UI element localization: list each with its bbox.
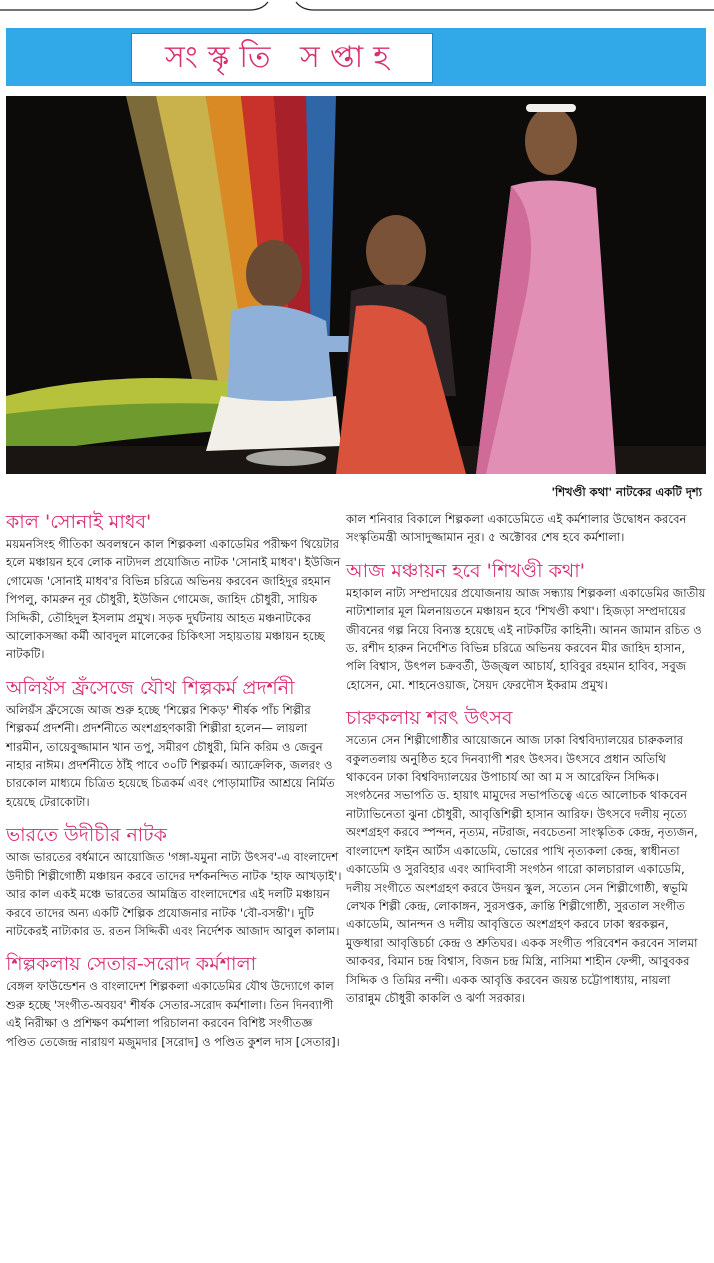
article-body: বেঙ্গল ফাউন্ডেশন ও বাংলাদেশ শিল্পকলা একাডেমির যৌথ উদ্যোগে কাল শুরু হচ্ছে 'সংগীত-অবয়ব' শীর্ষক সেতার-সরোদ কর্মশালা। তিন দিনব্যাপী এই নিরীক্ষা ও প্রশিক্ষণ কর্মশালা পরিচালনা করবেন বিশিষ্ট সংগীতজ্ঞ পণ্ডিত তেজেন্দ্র নারায়ণ মজুমদার [সরোদ] ও পণ্ডিত কুশল দাস [সেতার]। bbox=[6, 979, 340, 1049]
article-body: অলিয়ঁস ফ্রঁসেজে আজ শুরু হচ্ছে 'শিল্পের শিকড়' শীর্ষক পাঁচ শিল্পীর শিল্পকর্ম প্রদর্শনী। প্রদর্শনীতে অংশগ্রহণকারী শিল্পীরা হলেন— লায়লা শারমীন, তায়েবুজ্জামান খান তপু, সমীরণ চৌধুরী, মিনি করিম ও জেবুন নাহার নাঈম। প্রদর্শনীতে ঠাঁই পাবে ৩০টি শিল্পকর্ম। অ্যাক্রেলিক, জলরং ও চারকোল মাধ্যমে চিত্রিত হয়েছে চিত্রকর্ম এবং পোড়ামাটির আশ্রয়ে নির্মিত হয়েছে টেরাকোটা। bbox=[6, 702, 335, 809]
article-body: আজ ভারতের বর্ধমানে আয়োজিত 'গঙ্গা-যমুনা নাট্য উৎসব'-এ বাংলাদেশ উদীচী শিল্পীগোষ্ঠী মঞ্চায়ন করবে তাদের দর্শকনন্দিত নাটক 'হাফ আখড়াই'। আর কাল একই মঞ্চে ভারতের আমন্ত্রিত বাংলাদেশের এই দলটি মঞ্চায়ন করবে তাদের অন্য একটি শৈল্পিক প্রযোজনার নাটক 'বৌ-বসন্তী'। দুটি নাটকেরই নাট্যকার ড. রতন সিদ্দিকী এবং নির্দেশক আজাদ আবুল কালাম। bbox=[6, 850, 342, 938]
stage-photo bbox=[6, 96, 706, 474]
article-workshop-continued bbox=[346, 510, 706, 547]
article-sonai-madhab bbox=[6, 510, 342, 664]
article-alliance-exhibition bbox=[6, 676, 342, 811]
article-shikhandi-katha bbox=[346, 559, 706, 694]
article-body: মহাকাল নাট্য সম্প্রদায়ের প্রযোজনায় আজ সন্ধ্যায় শিল্পকলা একাডেমির জাতীয় নাট্যশালার মূল মিলনায়তনে মঞ্চায়ন হবে 'শিখণ্ডী কথা'। হিজড়া সম্প্রদায়ের জীবনের গল্প নিয়ে বিন্যস্ত হয়েছে এই নাটকটির কাহিনী। আনন জামান রচিত ও ড. রশীদ হারুন নির্দেশিত বিভিন্ন চরিত্রে অভিনয় করবেন মীর জাহিদ হাসান, পলি বিশ্বাস, উৎপল চক্রবর্তী, উজ্জ্বল আচার্য, হাবিবুর রহমান হাবিব, সবুজ হোসেন, মো. শাহনেওয়াজ, সৈয়দ ফেরদৌস ইকরাম প্রমুখ। bbox=[346, 585, 706, 692]
article-headline: চারুকলায় শরৎ উৎসব bbox=[346, 707, 513, 730]
section-title: সংস্কৃতি সপ্তাহ bbox=[131, 33, 433, 83]
article-headline: আজ মঞ্চায়ন হবে 'শিখণ্ডী কথা' bbox=[346, 559, 585, 582]
article-headline: শিল্পকলায় সেতার-সরোদ কর্মশালা bbox=[6, 953, 257, 976]
article-autumn-festival bbox=[346, 706, 706, 1007]
article-udichi-india bbox=[6, 823, 342, 940]
photo-caption: 'শিখণ্ডী কথা' নাটকের একটি দৃশ্য bbox=[551, 485, 702, 499]
article-headline: ভারতে উদীচীর নাটক bbox=[6, 824, 167, 847]
article-body: সত্যেন সেন শিল্পীগোষ্ঠীর আয়োজনে আজ ঢাকা বিশ্ববিদ্যালয়ের চারুকলার বকুলতলায় অনুষ্ঠিত হবে দিনব্যাপী শরৎ উৎসব। উৎসবে প্রধান অতিথি থাকবেন ঢাকা বিশ্ববিদ্যালয়ের উপাচার্য আ আ ম স আরেফিন সিদ্দিক। সংগঠনের সভাপতি ড. হায়াৎ মামুদের সভাপতিত্বে এতে আলোচক থাকবেন নাট্যাভিনেতা ঝুনা চৌধুরী, আবৃত্তিশিল্পী হাসান আরিফ। উৎসবে দলীয় নৃত্যে অংশগ্রহণ করবে স্পন্দন, নৃত্যম, নটরাজ, নবচেতনা সাংস্কৃতিক কেন্দ্র, নৃত্যজন, বাংলাদেশ ফাইন আর্টস একাডেমি, ভোরের পাখি নৃত্যকলা কেন্দ্র, স্বাধীনতা একাডেমি ও সুরবিহার এবং আদিবাসী সংগঠন গারো কালচারাল একাডেমি, দলীয় সংগীতে অংশগ্রহণ করবে উদয়ন স্কুল, সত্যেন সেন শিল্পীগোষ্ঠী, স্বভূমি লেখক শিল্পী কেন্দ্র, লোকাঙ্গন, সুরসপ্তক, ক্রান্তি শিল্পীগোষ্ঠী, সুরতাল সংগীত একাডেমি, আনন্দন ও দলীয় আবৃত্তিতে অংশগ্রহণ করবে ঢাকা স্বরকল্পন, মুক্তধারা আবৃত্তিচর্চা কেন্দ্র ও শ্রুতিঘর। একক সংগীত পরিবেশন করবেন সালমা আকবর, বিমান চন্দ্র বিশ্বাস, বিজন চন্দ্র মিস্ত্রি, নাসিমা শাহীন ফেন্সী, আবুবকর সিদ্দিক ও তিমির নন্দী। একক আবৃত্তি করবেন জয়ন্ত চট্টোপাধ্যায়, নায়লা তারান্নুম চৌধুরী কাকলি ও ঝর্ণা সরকার। bbox=[346, 733, 698, 1005]
right-column bbox=[346, 510, 706, 1019]
page-top-rule bbox=[0, 0, 714, 14]
article-body: কাল শনিবার বিকালে শিল্পকলা একাডেমিতে এই কর্মশালার উদ্বোধন করবেন সংস্কৃতিমন্ত্রী আসাদুজ্জামান নূর। ৫ অক্টোবর শেষ হবে কর্মশালা। bbox=[346, 512, 687, 545]
article-body: ময়মনসিংহ গীতিকা অবলম্বনে কাল শিল্পকলা একাডেমির পরীক্ষণ থিয়েটার হলে মঞ্চায়ন হবে লোক নাট্যদল প্রযোজিত নাটক 'সোনাই মাধব'। ইউজিন গোমেজ 'সোনাই মাধব'র বিভিন্ন চরিত্রে অভিনয় করবেন জাহিদুর রহমান পিপলু, কামরুন নূর চৌধুরী, ইউজিন গোমেজ, জাহিদ চৌধুরী, সায়িক সিদ্দিকী, তৌহিদুল ইসলাম প্রমুখ। সড়ক দুর্ঘটনায় আহত মঞ্চনাটকের আলোকসজ্জা কর্মী আবদুল মালেকের চিকিৎসা সহায়তায় মঞ্চায়ন হচ্ছে নাটকটি। bbox=[6, 537, 341, 662]
article-headline: কাল 'সোনাই মাধব' bbox=[6, 511, 152, 533]
section-banner bbox=[6, 28, 706, 86]
article-sitar-sarod-workshop bbox=[6, 952, 342, 1051]
left-column bbox=[6, 510, 342, 1063]
article-headline: অলিয়ঁস ফ্রঁসেজে যৌথ শিল্পকর্ম প্রদর্শনী bbox=[6, 676, 295, 699]
